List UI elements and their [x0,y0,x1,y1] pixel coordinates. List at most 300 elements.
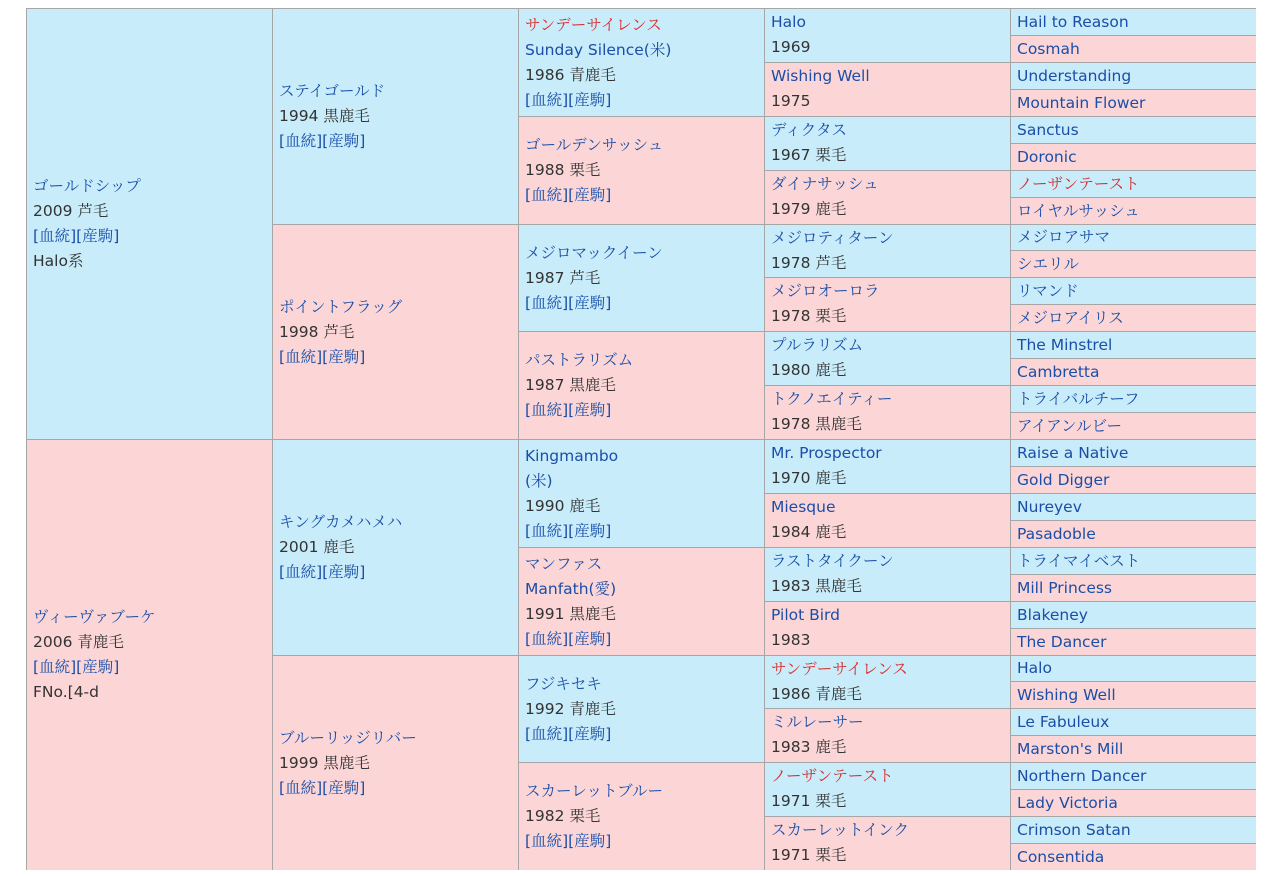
birth-year-coat: 1975 [771,92,811,110]
horse-info [1011,359,1256,385]
horse-cell-gen2 [273,9,518,224]
horse-name-link[interactable]: Mr. Prospector [771,444,882,462]
pedigree-links [525,291,764,316]
horse-cell-gen5 [1011,63,1256,89]
horse-name-link[interactable]: Mill Princess [1017,578,1113,597]
pedigree-link[interactable]: 血統 [285,347,317,366]
horse-name-link[interactable]: Pilot Bird [771,606,840,624]
horse-info [765,817,1010,870]
bracket: [ [525,832,532,850]
horse-cell-gen4 [765,171,1010,224]
horse-cell-gen5 [1011,656,1256,681]
horse-cell-gen5 [1011,359,1256,385]
horse-cell-gen5 [1011,602,1256,628]
horse-cell-gen5 [1011,575,1256,601]
bracket: ] [359,563,366,581]
horse-cell-gen5 [1011,709,1256,735]
horse-info [273,225,518,439]
horse-name-link[interactable]: パストラリズム [525,351,634,369]
horse-info [765,602,1010,655]
horse-cell-gen4 [765,440,1010,493]
horse-cell-gen1 [27,9,272,439]
horse-cell-gen5 [1011,225,1256,250]
horse-info [1011,548,1256,574]
birth-year-coat: 1982 栗毛 [525,807,601,825]
horse-name-en[interactable]: Manfath(愛) [525,579,617,598]
horse-cell-gen5 [1011,332,1256,358]
bracket: ] [605,401,612,419]
horse-cell-gen1 [27,440,272,870]
bracket: ][ [562,521,575,540]
horse-name-link[interactable]: Hail to Reason [1017,12,1129,31]
progeny-link[interactable]: 産駒 [328,132,360,150]
bracket: [ [525,724,532,743]
horse-cell-gen3 [519,763,764,870]
pedigree-links [525,519,764,544]
birth-year-coat: 1979 鹿毛 [771,200,847,218]
horse-name-link[interactable]: スカーレットインク [771,821,909,839]
horse-name-link[interactable]: キングカメハメハ [279,513,403,531]
horse-name-link[interactable]: マンファス [525,554,603,573]
pedigree-link[interactable]: 血統 [285,563,317,581]
horse-info [765,278,1010,331]
horse-cell-gen2 [273,656,518,870]
birth-year-coat: 1998 芦毛 [279,322,355,341]
bracket: [ [33,227,40,245]
horse-name-link[interactable]: サンデーサイレンス [525,15,662,34]
horse-cell-gen5 [1011,9,1256,35]
horse-cell-gen3 [519,548,764,655]
horse-info [1011,9,1256,35]
horse-info [1011,844,1256,870]
horse-info [1011,198,1256,224]
horse-cell-gen4 [765,656,1010,708]
bracket: ][ [562,90,575,109]
bracket: ][ [562,186,575,204]
bracket: [ [525,90,532,109]
progeny-link[interactable]: 産駒 [328,778,360,797]
progeny-link[interactable]: 産駒 [574,401,606,419]
bracket: ][ [316,563,329,581]
horse-info [765,9,1010,62]
horse-info [1011,656,1256,681]
birth-year-coat: 1983 鹿毛 [771,738,847,756]
lineage-note: FNo.[4-d [33,683,99,701]
horse-cell-gen4 [765,386,1010,439]
progeny-link[interactable]: 産駒 [328,347,360,366]
horse-name-link[interactable]: ロイヤルサッシュ [1017,201,1140,220]
pedigree-links [525,398,764,423]
horse-info [1011,763,1256,789]
birth-year-coat: 1987 芦毛 [525,268,601,287]
horse-cell-gen4 [765,63,1010,116]
horse-name-link[interactable]: ノーザンテースト [1017,174,1140,193]
pedigree-link[interactable]: 血統 [531,832,563,850]
birth-year-coat: 1986 青鹿毛 [525,65,616,84]
horse-name-link[interactable]: Blakeney [1017,605,1088,624]
birth-year-coat: 1984 鹿毛 [771,523,847,541]
horse-cell-gen5 [1011,386,1256,412]
horse-info [1011,817,1256,843]
horse-name-link[interactable]: トライバルチーフ [1017,389,1140,408]
horse-cell-gen3 [519,332,764,439]
horse-name-link[interactable]: メジロアサマ [1017,228,1111,246]
horse-name-link[interactable]: アイアンルビー [1017,416,1123,435]
horse-cell-gen5 [1011,413,1256,439]
horse-name-link[interactable]: サンデーサイレンス [771,660,908,678]
horse-name-link[interactable]: トクノエイティー [771,390,893,408]
birth-year-coat: 1980 鹿毛 [771,361,847,379]
horse-name-link[interactable]: Halo [771,13,806,31]
horse-cell-gen5 [1011,171,1256,197]
horse-info [765,440,1010,493]
lineage-note: Halo系 [33,252,84,270]
pedigree-table [26,8,1256,870]
birth-year-coat: 1970 鹿毛 [771,469,847,487]
bracket: ][ [70,227,83,245]
horse-name-link[interactable]: プルラリズム [771,336,864,354]
horse-info [1011,90,1256,116]
pedigree-links [279,129,518,154]
horse-name-link[interactable]: ノーザンテースト [771,767,894,785]
horse-cell-gen3 [519,656,764,762]
horse-cell-gen3 [519,117,764,224]
horse-name-link[interactable]: Doronic [1017,147,1077,166]
horse-name-link[interactable]: Gold Digger [1017,470,1110,489]
horse-cell-gen4 [765,117,1010,170]
birth-year-coat: 1990 鹿毛 [525,496,601,515]
horse-name-link[interactable]: ディクタス [771,121,847,139]
horse-info [519,440,764,547]
horse-info [273,656,518,870]
horse-info [1011,790,1256,816]
horse-name-link[interactable]: リマンド [1017,281,1079,300]
horse-info [1011,629,1256,655]
horse-name-link[interactable]: The Minstrel [1017,335,1113,354]
birth-year-coat: 1978 黒鹿毛 [771,415,862,433]
horse-info [519,763,764,870]
progeny-link[interactable]: 産駒 [574,629,606,648]
horse-info [27,440,272,870]
horse-info [1011,494,1256,520]
progeny-link[interactable]: 産駒 [328,563,360,581]
progeny-link[interactable]: 産駒 [574,832,606,850]
horse-info [765,548,1010,601]
bracket: ][ [562,293,575,312]
progeny-link[interactable]: 産駒 [574,521,606,540]
horse-cell-gen4 [765,709,1010,762]
horse-name-en[interactable]: (米) [525,471,553,490]
horse-name-link[interactable]: ダイナサッシュ [771,175,879,193]
pedigree-links [33,655,272,680]
pedigree-links [279,345,518,370]
horse-cell-gen2 [273,225,518,439]
horse-cell-gen5 [1011,629,1256,655]
horse-name-link[interactable]: Nureyev [1017,497,1082,516]
pedigree-link[interactable]: 血統 [531,90,563,109]
horse-info [1011,709,1256,735]
horse-cell-gen4 [765,602,1010,655]
bracket: ] [605,629,612,648]
bracket: ][ [562,401,575,419]
horse-name-link[interactable]: Kingmambo [525,446,619,465]
bracket: [ [525,186,532,204]
progeny-link[interactable]: 産駒 [574,186,606,204]
horse-info [519,117,764,224]
horse-name-link[interactable]: スカーレットブルー [525,782,663,800]
bracket: ] [113,658,120,676]
bracket: [ [279,132,286,150]
horse-cell-gen4 [765,332,1010,385]
horse-name-link[interactable]: フジキセキ [525,674,602,693]
horse-info [765,117,1010,170]
horse-cell-gen5 [1011,278,1256,304]
birth-year-coat: 1971 栗毛 [771,792,847,810]
horse-cell-gen5 [1011,251,1256,277]
progeny-link[interactable]: 産駒 [82,227,114,245]
horse-name-link[interactable]: ポイントフラッグ [279,297,403,316]
pedigree-links [525,829,764,854]
horse-info [765,763,1010,816]
horse-name-link[interactable]: メジロティターン [771,229,894,247]
horse-name-link[interactable]: Le Fabuleux [1017,712,1110,731]
birth-year-coat: 1992 青鹿毛 [525,699,616,718]
pedigree-link[interactable]: 血統 [531,186,563,204]
horse-info [1011,117,1256,143]
birth-year-coat: 1969 [771,38,811,56]
horse-cell-gen2 [273,440,518,655]
bracket: ][ [562,832,575,850]
horse-name-link[interactable]: ゴールドシップ [33,177,141,195]
horse-info [1011,736,1256,762]
bracket: ][ [316,778,329,797]
horse-info [1011,36,1256,62]
bracket: ] [359,347,366,366]
horse-cell-gen5 [1011,548,1256,574]
horse-name-link[interactable]: Pasadoble [1017,524,1096,543]
progeny-link[interactable]: 産駒 [574,293,606,312]
pedigree-link[interactable]: 血統 [531,724,563,743]
horse-name-link[interactable]: Sanctus [1017,120,1079,139]
bracket: [ [279,563,286,581]
bracket: [ [525,629,532,648]
horse-info [1011,413,1256,439]
pedigree-links [279,560,518,585]
horse-info [1011,575,1256,601]
horse-cell-gen5 [1011,90,1256,116]
horse-name-link[interactable]: トライマイベスト [1017,551,1141,570]
birth-year-coat: 1967 栗毛 [771,146,847,164]
horse-cell-gen4 [765,9,1010,62]
horse-name-link[interactable]: Cosmah [1017,39,1080,58]
horse-name-link[interactable]: Miesque [771,498,836,516]
horse-name-link[interactable]: Marston's Mill [1017,739,1124,758]
horse-name-link[interactable]: Cambretta [1017,362,1100,381]
horse-info [519,332,764,439]
pedigree-link[interactable]: 血統 [531,401,563,419]
birth-year-coat: 1986 青鹿毛 [771,685,862,703]
bracket: ][ [562,629,575,648]
birth-year-coat: 1999 黒鹿毛 [279,753,370,772]
pedigree-link[interactable]: 血統 [531,629,563,648]
horse-info [765,386,1010,439]
pedigree-link[interactable]: 血統 [531,521,563,540]
birth-year-coat: 1978 芦毛 [771,254,847,272]
horse-info [519,656,764,762]
bracket: [ [279,778,286,797]
progeny-link[interactable]: 産駒 [574,724,606,743]
birth-year-coat: 2001 鹿毛 [279,538,355,556]
horse-name-link[interactable]: ヴィーヴァブーケ [33,608,156,626]
horse-info [765,171,1010,224]
progeny-link[interactable]: 産駒 [82,658,114,676]
bracket: [ [33,658,40,676]
horse-info [765,656,1010,708]
horse-info [1011,440,1256,466]
horse-info [1011,225,1256,250]
bracket: ] [113,227,120,245]
horse-name-link[interactable]: Understanding [1017,66,1132,85]
horse-name-link[interactable]: ブルーリッジリバー [279,728,417,747]
horse-cell-gen3 [519,440,764,547]
horse-cell-gen5 [1011,736,1256,762]
bracket: ] [605,293,612,312]
horse-name-link[interactable]: Mountain Flower [1017,93,1146,112]
horse-info [765,332,1010,385]
horse-info [273,440,518,655]
horse-name-link[interactable]: メジロマックイーン [525,243,663,262]
horse-name-link[interactable]: Wishing Well [1017,685,1116,704]
pedigree-link[interactable]: 血統 [531,293,563,312]
bracket: ][ [316,132,329,150]
horse-info [27,9,272,439]
pedigree-links [525,627,764,652]
horse-info [1011,332,1256,358]
horse-info [1011,467,1256,493]
horse-name-link[interactable]: The Dancer [1017,632,1107,651]
horse-name-link[interactable]: Crimson Satan [1017,820,1131,839]
horse-info [765,494,1010,547]
bracket: ] [605,90,612,109]
horse-cell-gen4 [765,494,1010,547]
horse-name-link[interactable]: シエリル [1017,254,1080,273]
horse-info [1011,602,1256,628]
horse-cell-gen5 [1011,763,1256,789]
birth-year-coat: 1991 黒鹿毛 [525,604,616,623]
horse-cell-gen5 [1011,844,1256,870]
bracket: ] [359,778,366,797]
horse-info [1011,63,1256,89]
horse-cell-gen4 [765,225,1010,277]
bracket: ] [605,832,612,850]
horse-cell-gen3 [519,225,764,331]
horse-cell-gen5 [1011,467,1256,493]
bracket: [ [279,347,286,366]
pedigree-link[interactable]: 血統 [39,227,71,245]
birth-year-coat: 1988 栗毛 [525,161,601,179]
pedigree-link[interactable]: 血統 [285,132,317,150]
pedigree-link[interactable]: 血統 [39,658,71,676]
horse-name-link[interactable]: Lady Victoria [1017,793,1118,812]
horse-cell-gen4 [765,548,1010,601]
horse-name-en[interactable]: Sunday Silence(米) [525,40,672,59]
birth-year-coat: 2009 芦毛 [33,202,109,220]
horse-info [1011,251,1256,277]
bracket: ] [605,724,612,743]
progeny-link[interactable]: 産駒 [574,90,606,109]
birth-year-coat: 1994 黒鹿毛 [279,107,370,125]
bracket: ] [605,521,612,540]
bracket: ] [605,186,612,204]
horse-cell-gen5 [1011,817,1256,843]
birth-year-coat: 1983 黒鹿毛 [771,577,862,595]
horse-cell-gen4 [765,278,1010,331]
horse-info [1011,386,1256,412]
horse-info [1011,171,1256,197]
horse-info [273,9,518,224]
horse-name-link[interactable]: ラストタイクーン [771,552,894,570]
pedigree-links [525,88,764,113]
bracket: [ [525,293,532,312]
pedigree-link[interactable]: 血統 [285,778,317,797]
pedigree-links [33,224,272,249]
pedigree-links [525,722,764,747]
horse-cell-gen5 [1011,36,1256,62]
horse-cell-gen5 [1011,440,1256,466]
horse-info [1011,144,1256,170]
horse-cell-gen5 [1011,494,1256,520]
horse-info [1011,305,1256,331]
horse-name-link[interactable]: Raise a Native [1017,443,1129,462]
horse-cell-gen4 [765,763,1010,816]
pedigree-links [279,776,518,801]
horse-cell-gen5 [1011,305,1256,331]
horse-cell-gen5 [1011,117,1256,143]
horse-name-link[interactable]: Wishing Well [771,67,870,85]
horse-name-link[interactable]: ゴールデンサッシュ [525,136,664,154]
horse-cell-gen3 [519,9,764,116]
horse-cell-gen5 [1011,144,1256,170]
horse-info [1011,521,1256,547]
birth-year-coat: 1978 栗毛 [771,307,847,325]
birth-year-coat: 1987 黒鹿毛 [525,376,616,394]
horse-info [765,63,1010,116]
birth-year-coat: 2006 青鹿毛 [33,633,124,651]
birth-year-coat: 1983 [771,631,811,649]
bracket: ][ [316,347,329,366]
horse-name-link[interactable]: ミルレーサー [771,713,864,731]
horse-name-link[interactable]: Northern Dancer [1017,766,1147,785]
horse-cell-gen5 [1011,521,1256,547]
horse-cell-gen5 [1011,198,1256,224]
horse-info [519,9,764,116]
horse-info [519,548,764,655]
horse-info [1011,682,1256,708]
horse-name-link[interactable]: ステイゴールド [279,82,386,100]
bracket: [ [525,521,532,540]
bracket: ] [359,132,366,150]
horse-name-link[interactable]: Consentida [1017,847,1105,866]
bracket: [ [525,401,532,419]
horse-info [765,225,1010,277]
horse-cell-gen5 [1011,790,1256,816]
horse-name-link[interactable]: Halo [1017,659,1052,677]
bracket: ][ [562,724,575,743]
horse-cell-gen4 [765,817,1010,870]
horse-name-link[interactable]: メジロアイリス [1017,308,1124,327]
horse-name-link[interactable]: メジロオーロラ [771,282,880,300]
horse-info [1011,278,1256,304]
